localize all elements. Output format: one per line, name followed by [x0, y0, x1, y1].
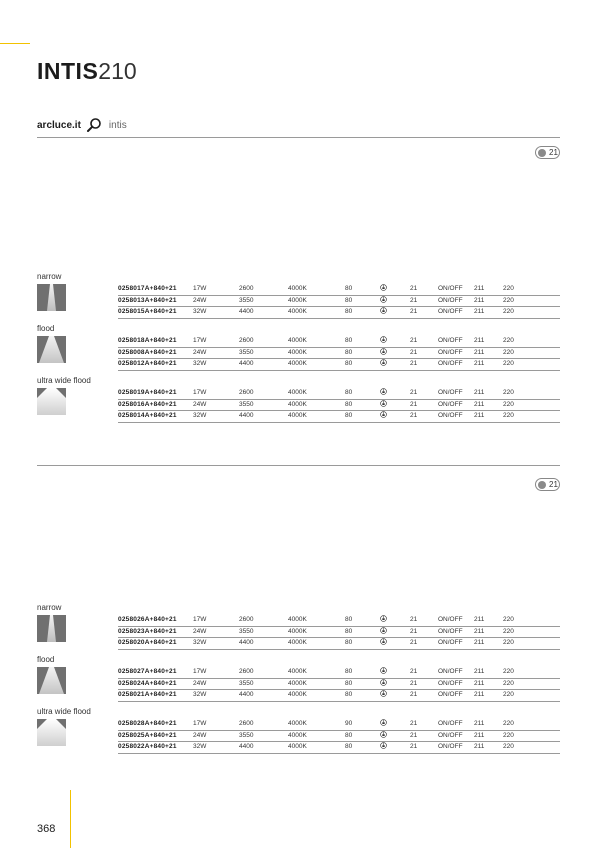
- lamp-type-icon: [380, 296, 387, 303]
- ip-rating: 21: [410, 389, 418, 396]
- power: 24W: [193, 348, 207, 356]
- lumen: 2600: [239, 616, 254, 623]
- beam-group-narrow: [37, 603, 560, 655]
- power: 32W: [193, 412, 207, 419]
- table-row: [118, 667, 560, 679]
- color-temperature: 4000K: [288, 337, 307, 344]
- power: 17W: [193, 389, 207, 396]
- lumen: 3550: [239, 296, 254, 304]
- product-code: 0258016A+840+21: [118, 400, 177, 408]
- power: 32W: [193, 308, 207, 315]
- lamp-type-icon: [380, 359, 387, 366]
- ip-badge: [535, 478, 560, 491]
- power: 32W: [193, 743, 207, 750]
- beam-group-flood: [37, 655, 560, 707]
- lumen: 3550: [239, 731, 254, 739]
- value-a: 211: [474, 285, 485, 292]
- power: 24W: [193, 296, 207, 304]
- color-temperature: 4000K: [288, 679, 307, 687]
- beam-ultra-icon: [37, 719, 66, 746]
- color-temperature: 4000K: [288, 360, 307, 367]
- table-row: [118, 284, 560, 296]
- value-b: 220: [503, 679, 514, 687]
- value-b: 220: [503, 731, 514, 739]
- badge-number: 21: [549, 480, 558, 489]
- ip-rating: 21: [410, 691, 418, 698]
- cri: 80: [345, 691, 353, 698]
- beam-group-narrow: [37, 272, 560, 324]
- lamp-type-icon: [380, 719, 387, 726]
- power: 24W: [193, 627, 207, 635]
- value-a: 211: [474, 639, 485, 646]
- product-code: 0258014A+840+21: [118, 412, 177, 419]
- lumen: 2600: [239, 337, 254, 344]
- value-a: 211: [474, 691, 485, 698]
- table-row: [118, 615, 560, 627]
- lumen: 3550: [239, 627, 254, 635]
- lamp-type-icon: [380, 307, 387, 314]
- value-a: 211: [474, 679, 485, 687]
- product-code: 0258017A+840+21: [118, 285, 177, 292]
- lumen: 4400: [239, 743, 254, 750]
- power: 32W: [193, 691, 207, 698]
- badge-dot-icon: [538, 149, 546, 157]
- table-row: [118, 336, 560, 348]
- control-type: ON/OFF: [438, 639, 463, 646]
- table-row: [118, 411, 560, 423]
- table-row: [118, 638, 560, 650]
- cri: 80: [345, 348, 353, 356]
- value-a: 211: [474, 308, 485, 315]
- value-b: 220: [503, 348, 514, 356]
- lamp-type-icon: [380, 411, 387, 418]
- lumen: 2600: [239, 285, 254, 292]
- cri: 80: [345, 731, 353, 739]
- value-b: 220: [503, 720, 514, 727]
- ip-rating: 21: [410, 616, 418, 623]
- product-code: 0258026A+840+21: [118, 616, 177, 623]
- lumen: 4400: [239, 639, 254, 646]
- color-temperature: 4000K: [288, 412, 307, 419]
- accent-line-top: [0, 43, 30, 44]
- table-row: [118, 690, 560, 702]
- ip-rating: 21: [410, 348, 418, 356]
- value-a: 211: [474, 296, 485, 304]
- value-a: 211: [474, 400, 485, 408]
- ip-rating: 21: [410, 668, 418, 675]
- cri: 80: [345, 389, 353, 396]
- product-code: 0258024A+840+21: [118, 679, 177, 687]
- color-temperature: 4000K: [288, 400, 307, 408]
- value-b: 220: [503, 691, 514, 698]
- lamp-type-icon: [380, 348, 387, 355]
- lumen: 2600: [239, 720, 254, 727]
- control-type: ON/OFF: [438, 412, 463, 419]
- lamp-type-icon: [380, 667, 387, 674]
- lumen: 3550: [239, 679, 254, 687]
- cri: 80: [345, 296, 353, 304]
- product-section: [37, 603, 560, 759]
- lumen: 3550: [239, 400, 254, 408]
- control-type: ON/OFF: [438, 691, 463, 698]
- product-code: 0258012A+840+21: [118, 360, 177, 367]
- control-type: ON/OFF: [438, 627, 463, 635]
- value-a: 211: [474, 668, 485, 675]
- value-b: 220: [503, 639, 514, 646]
- cri: 80: [345, 679, 353, 687]
- lamp-type-icon: [380, 731, 387, 738]
- lumen: 4400: [239, 308, 254, 315]
- value-b: 220: [503, 616, 514, 623]
- value-b: 220: [503, 412, 514, 419]
- beam-flood-icon: [37, 667, 66, 694]
- ip-rating: 21: [410, 285, 418, 292]
- ip-rating: 21: [410, 743, 418, 750]
- search-row: [37, 116, 127, 134]
- lamp-type-icon: [380, 627, 387, 634]
- beam-flood-icon: [37, 336, 66, 363]
- power: 24W: [193, 679, 207, 687]
- ip-rating: 21: [410, 679, 418, 687]
- control-type: ON/OFF: [438, 285, 463, 292]
- value-b: 220: [503, 627, 514, 635]
- lamp-type-icon: [380, 638, 387, 645]
- power: 24W: [193, 400, 207, 408]
- power: 17W: [193, 285, 207, 292]
- value-a: 211: [474, 616, 485, 623]
- power: 32W: [193, 360, 207, 367]
- badge-dot-icon: [538, 481, 546, 489]
- lamp-type-icon: [380, 742, 387, 749]
- group-label: flood: [37, 655, 55, 664]
- ip-rating: 21: [410, 639, 418, 646]
- page-number: 368: [37, 823, 56, 835]
- product-title-model: 210: [98, 58, 137, 84]
- badge-number: 21: [549, 148, 558, 157]
- beam-group-flood: [37, 324, 560, 376]
- ip-rating: 21: [410, 400, 418, 408]
- control-type: ON/OFF: [438, 348, 463, 356]
- table-row: [118, 296, 560, 308]
- ip-rating: 21: [410, 308, 418, 315]
- lumen: 2600: [239, 389, 254, 396]
- cri: 80: [345, 400, 353, 408]
- value-a: 211: [474, 389, 485, 396]
- cri: 80: [345, 285, 353, 292]
- cri: 80: [345, 616, 353, 623]
- ip-rating: 21: [410, 337, 418, 344]
- control-type: ON/OFF: [438, 308, 463, 315]
- value-a: 211: [474, 360, 485, 367]
- product-title: [37, 57, 137, 85]
- value-b: 220: [503, 668, 514, 675]
- search-icon[interactable]: [86, 117, 102, 133]
- beam-group-ultra: [37, 376, 560, 428]
- lamp-type-icon: [380, 679, 387, 686]
- ip-rating: 21: [410, 720, 418, 727]
- lumen: 4400: [239, 360, 254, 367]
- power: 17W: [193, 720, 207, 727]
- product-code: 0258025A+840+21: [118, 731, 177, 739]
- beam-narrow-icon: [37, 615, 66, 642]
- color-temperature: 4000K: [288, 691, 307, 698]
- ip-rating: 21: [410, 412, 418, 419]
- color-temperature: 4000K: [288, 285, 307, 292]
- cri: 80: [345, 743, 353, 750]
- value-a: 211: [474, 337, 485, 344]
- value-a: 211: [474, 743, 485, 750]
- color-temperature: 4000K: [288, 348, 307, 356]
- cri: 80: [345, 668, 353, 675]
- table-row: [118, 679, 560, 691]
- color-temperature: 4000K: [288, 308, 307, 315]
- table-row: [118, 400, 560, 412]
- lamp-type-icon: [380, 284, 387, 291]
- table-row: [118, 719, 560, 731]
- value-b: 220: [503, 360, 514, 367]
- value-b: 220: [503, 743, 514, 750]
- accent-line-bottom: [70, 790, 71, 848]
- value-a: 211: [474, 412, 485, 419]
- control-type: ON/OFF: [438, 720, 463, 727]
- color-temperature: 4000K: [288, 627, 307, 635]
- control-type: ON/OFF: [438, 616, 463, 623]
- ip-rating: 21: [410, 296, 418, 304]
- control-type: ON/OFF: [438, 668, 463, 675]
- cri: 80: [345, 360, 353, 367]
- product-code: 0258018A+840+21: [118, 337, 177, 344]
- product-section: [37, 272, 560, 428]
- product-title-bold: INTIS: [37, 58, 99, 84]
- ip-rating: 21: [410, 627, 418, 635]
- control-type: ON/OFF: [438, 400, 463, 408]
- ip-badge: [535, 146, 560, 159]
- product-code: 0258008A+840+21: [118, 348, 177, 356]
- color-temperature: 4000K: [288, 389, 307, 396]
- header-divider: [37, 137, 560, 138]
- color-temperature: 4000K: [288, 720, 307, 727]
- product-code: 0258022A+840+21: [118, 743, 177, 750]
- site-link[interactable]: arcluce.it: [37, 119, 81, 131]
- value-b: 220: [503, 285, 514, 292]
- ip-rating: 21: [410, 360, 418, 367]
- control-type: ON/OFF: [438, 360, 463, 367]
- color-temperature: 4000K: [288, 668, 307, 675]
- product-code: 0258023A+840+21: [118, 627, 177, 635]
- color-temperature: 4000K: [288, 743, 307, 750]
- group-label: narrow: [37, 603, 62, 612]
- color-temperature: 4000K: [288, 296, 307, 304]
- power: 32W: [193, 639, 207, 646]
- section-divider: [37, 465, 560, 466]
- value-b: 220: [503, 389, 514, 396]
- lamp-type-icon: [380, 388, 387, 395]
- lamp-type-icon: [380, 336, 387, 343]
- group-label: flood: [37, 324, 55, 333]
- power: 24W: [193, 731, 207, 739]
- lamp-type-icon: [380, 690, 387, 697]
- table-row: [118, 388, 560, 400]
- control-type: ON/OFF: [438, 389, 463, 396]
- control-type: ON/OFF: [438, 296, 463, 304]
- value-a: 211: [474, 720, 485, 727]
- cri: 80: [345, 412, 353, 419]
- beam-narrow-icon: [37, 284, 66, 311]
- group-label: ultra wide flood: [37, 707, 91, 716]
- control-type: ON/OFF: [438, 679, 463, 687]
- lumen: 4400: [239, 691, 254, 698]
- cri: 80: [345, 337, 353, 344]
- product-code: 0258027A+840+21: [118, 668, 177, 675]
- beam-ultra-icon: [37, 388, 66, 415]
- value-a: 211: [474, 348, 485, 356]
- lamp-type-icon: [380, 615, 387, 622]
- value-b: 220: [503, 400, 514, 408]
- lamp-type-icon: [380, 400, 387, 407]
- cri: 80: [345, 308, 353, 315]
- product-code: 0258015A+840+21: [118, 308, 177, 315]
- cri: 80: [345, 639, 353, 646]
- table-row: [118, 742, 560, 754]
- product-code: 0258021A+840+21: [118, 691, 177, 698]
- table-row: [118, 731, 560, 743]
- color-temperature: 4000K: [288, 639, 307, 646]
- control-type: ON/OFF: [438, 731, 463, 739]
- cri: 80: [345, 627, 353, 635]
- product-code: 0258013A+840+21: [118, 296, 177, 304]
- power: 17W: [193, 616, 207, 623]
- table-row: [118, 627, 560, 639]
- lumen: 2600: [239, 668, 254, 675]
- cri: 90: [345, 720, 353, 727]
- product-code: 0258028A+840+21: [118, 720, 177, 727]
- search-query: intis: [108, 119, 127, 131]
- group-label: ultra wide flood: [37, 376, 91, 385]
- color-temperature: 4000K: [288, 731, 307, 739]
- lumen: 4400: [239, 412, 254, 419]
- product-code: 0258020A+840+21: [118, 639, 177, 646]
- value-b: 220: [503, 337, 514, 344]
- value-a: 211: [474, 627, 485, 635]
- group-label: narrow: [37, 272, 62, 281]
- table-row: [118, 307, 560, 319]
- control-type: ON/OFF: [438, 337, 463, 344]
- table-row: [118, 359, 560, 371]
- table-row: [118, 348, 560, 360]
- value-a: 211: [474, 731, 485, 739]
- beam-group-ultra: [37, 707, 560, 759]
- power: 17W: [193, 337, 207, 344]
- product-code: 0258019A+840+21: [118, 389, 177, 396]
- power: 17W: [193, 668, 207, 675]
- value-b: 220: [503, 308, 514, 315]
- color-temperature: 4000K: [288, 616, 307, 623]
- control-type: ON/OFF: [438, 743, 463, 750]
- ip-rating: 21: [410, 731, 418, 739]
- lumen: 3550: [239, 348, 254, 356]
- value-b: 220: [503, 296, 514, 304]
